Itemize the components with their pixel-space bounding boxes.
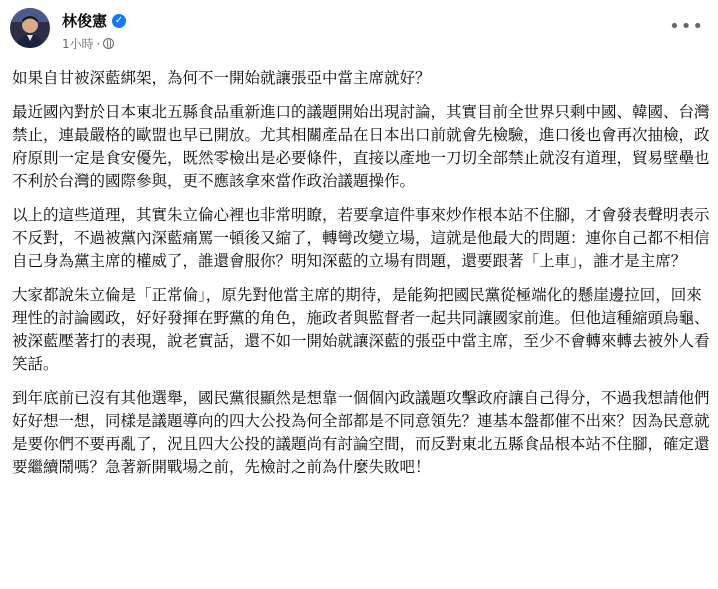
post-paragraph: 到年底前已沒有其他選舉，國民黨很顯然是想靠一個個內政議題攻擊政府讓自己得分，不過我想請他們好好想一想，同樣是議題導向的四大公投為何全部都是不同意領先？連基本盤都催不出來？因為民意就是要你們不要再亂了，況且四大公投的議題尚有討論空間，而反對東北五縣食品根本站不住腳，確定還要繼續鬧嗎？急著新開戰場之前，先檢討之前為什麼失敗吧！: [12, 389, 710, 476]
post-timestamp[interactable]: 1小時: [62, 37, 94, 51]
meta-separator: ·: [96, 36, 101, 51]
post-paragraph: 大家都說朱立倫是「正常倫」，原先對他當主席的期待，是能夠把國民黨從極端化的懸崖邊拉回，回來理性的討論國政，好好發揮在野黨的角色，施政者與監督者一起共同讓國家前進。但他這種縮頭烏龜、被深藍壓著打的表現，說老實話，還不如一開始就讓深藍的張亞中當主席，至少不會轉來轉去被外人看笑話。: [12, 286, 710, 373]
author-name-row: [62, 10, 126, 31]
post-header: [0, 0, 718, 64]
globe-icon: [103, 38, 114, 49]
post-meta: [62, 35, 114, 52]
author-name[interactable]: 林俊憲: [62, 12, 108, 30]
more-options-icon[interactable]: •••: [669, 16, 704, 37]
post-content: [12, 67, 712, 490]
post-paragraph: 如果自甘被深藍綁架，為何不一開始就讓張亞中當主席就好？: [12, 69, 431, 87]
post-paragraph: 以上的這些道理，其實朱立倫心裡也非常明瞭，若要拿這件事來炒作根本站不住腳，才會發表聲明表示不反對，不過被黨內深藍痛罵一頓後又縮了，轉彎改變立場，這就是他最大的問題：連你自己都不相信自己身為黨主席的權威了，誰還會服你？明知深藍的立場有問題，還要跟著「上車」，誰才是主席？: [12, 206, 710, 270]
author-avatar[interactable]: [10, 8, 50, 48]
post-paragraph: 最近國內對於日本東北五縣食品重新進口的議題開始出現討論，其實目前全世界只剩中國、韓國、台灣禁止，連最嚴格的歐盟也早已開放。尤其相關產品在日本出口前就會先檢驗，進口後也會再次抽檢，政府原則一定是食安優先，既然零檢出是必要條件，直接以產地一刀切全部禁止就沒有道理，貿易壁壘也不利於台灣的國際參與，更不應該拿來當作政治議題操作。: [12, 103, 710, 190]
verified-badge-icon: ✓: [112, 14, 126, 28]
